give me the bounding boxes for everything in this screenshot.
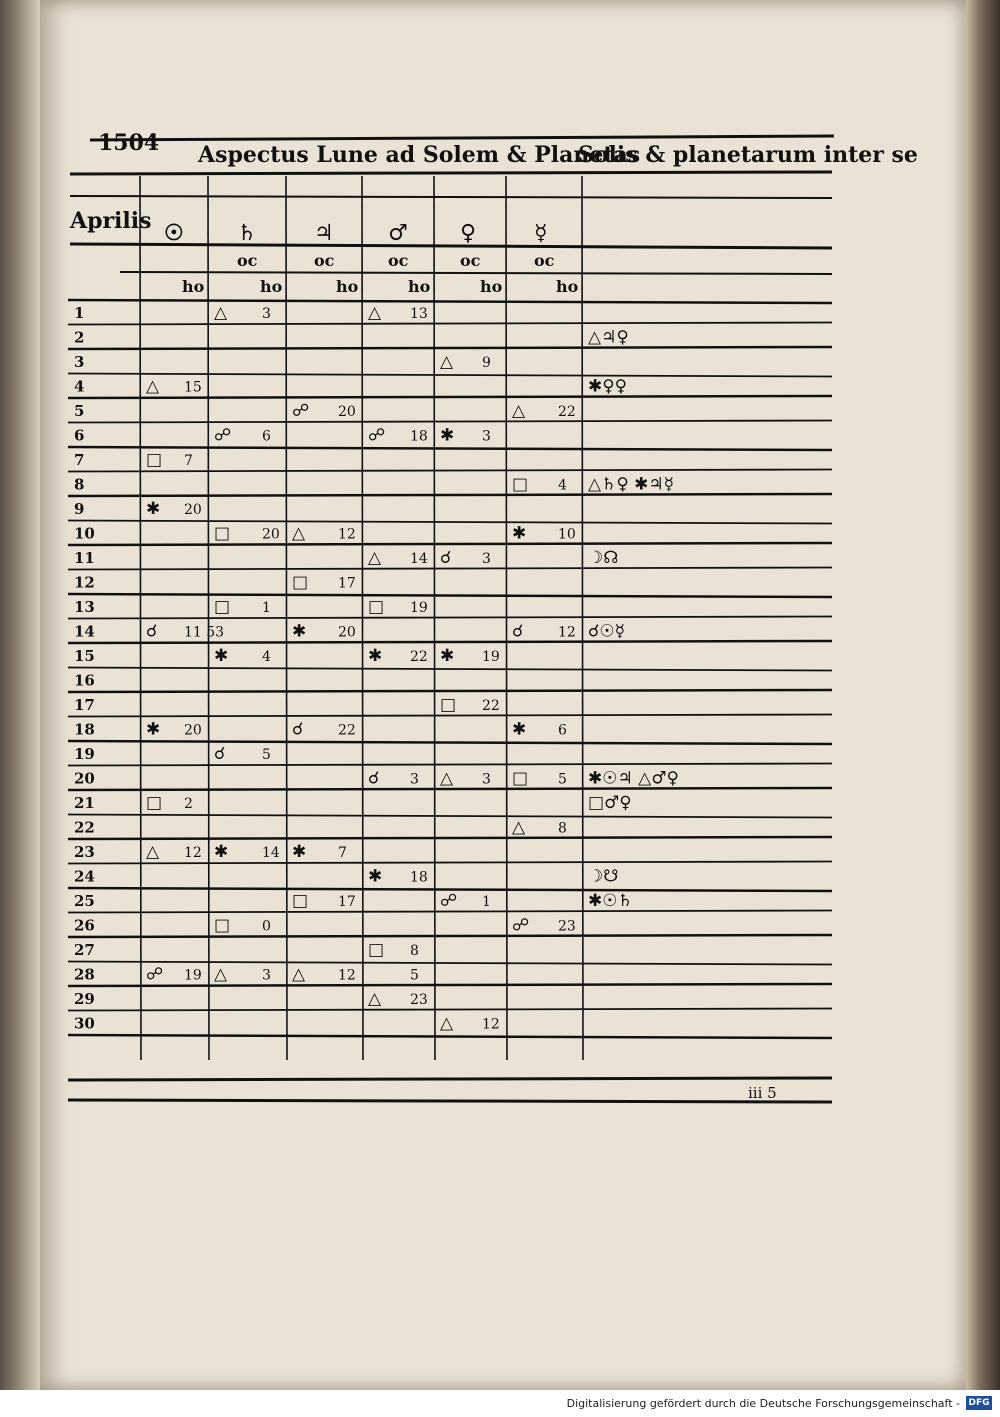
aspect-value: 22	[558, 404, 576, 420]
day-label: 17	[74, 696, 95, 714]
aspect-value: 12	[482, 1016, 500, 1033]
aspect-value: 17	[338, 894, 356, 910]
aspect-symbol: ✱	[368, 646, 383, 666]
aspect-symbol: ✱♀♀	[588, 376, 628, 397]
aspect-value: 23	[410, 992, 428, 1008]
aspect-symbol: ☍	[368, 425, 386, 446]
aspect-symbol: ✱	[440, 425, 455, 446]
aspect-value: 3	[410, 771, 419, 788]
aspect-symbol: ✱	[292, 842, 307, 862]
day-label: 6	[74, 426, 85, 445]
aspect-symbol: ✱☉♄	[588, 891, 633, 911]
aspect-value: 18	[410, 428, 428, 445]
row-rule	[68, 935, 832, 937]
aspect-symbol: △	[146, 376, 160, 397]
oc-label: oc	[388, 251, 409, 270]
aspect-symbol: ✱	[292, 621, 307, 642]
aspect-value: 1	[262, 600, 271, 616]
aspect-symbol: □	[214, 915, 231, 936]
rule-header	[70, 172, 832, 174]
ho-label: ho	[408, 277, 431, 296]
aspect-symbol: □	[214, 597, 231, 617]
aspect-value: 3	[482, 551, 491, 567]
column-rule	[362, 176, 363, 1060]
day-label: 13	[74, 598, 95, 616]
aspect-symbol: △	[440, 1013, 454, 1034]
aspect-symbol: ✱	[146, 499, 161, 519]
aspect-symbol: △♃♀	[588, 327, 629, 348]
ho-label: ho	[556, 277, 579, 296]
aspect-value: 23	[558, 918, 576, 935]
planet-header: ☉	[164, 220, 184, 246]
day-label: 1	[74, 304, 85, 322]
row-rule	[68, 617, 832, 619]
day-label: 2	[74, 328, 85, 347]
aspect-value: 12	[338, 526, 356, 543]
column-rule	[208, 176, 209, 1060]
day-label: 12	[74, 573, 95, 592]
aspect-symbol: ☍	[292, 401, 310, 421]
planet-header: ♄	[237, 220, 257, 246]
row-rule	[68, 594, 832, 597]
row-rule	[68, 521, 832, 524]
row-rule	[68, 741, 832, 744]
aspect-symbol: ☌	[368, 768, 380, 789]
day-label: 30	[74, 1014, 95, 1033]
day-label: 21	[74, 794, 95, 812]
aspect-symbol: ☌☉☿	[588, 621, 626, 642]
aspect-value: 22	[338, 722, 356, 739]
aspect-value: 19	[482, 649, 500, 665]
aspect-symbol: △	[368, 989, 382, 1009]
row-rule	[68, 396, 832, 398]
aspect-symbol: △	[512, 817, 526, 838]
digitization-note: Digitalisierung gefördert durch die Deutsche Forschungsgemeinschaft -	[566, 1397, 960, 1410]
aspect-symbol: □	[146, 450, 163, 470]
aspect-symbol: ☌	[292, 719, 304, 740]
aspect-symbol: △	[292, 964, 306, 985]
aspect-symbol: ☌	[146, 621, 158, 642]
row-rule	[68, 421, 832, 423]
aspect-symbol: □	[368, 940, 385, 960]
day-label: 4	[74, 377, 85, 396]
day-label: 15	[74, 647, 95, 665]
aspect-symbol: ✱	[146, 719, 161, 740]
day-label: 28	[74, 965, 95, 984]
aspect-value: 15	[184, 379, 202, 396]
aspect-symbol: ✱	[512, 523, 527, 544]
oc-label: oc	[237, 251, 258, 270]
aspect-value: 19	[184, 967, 202, 984]
planet-header: ♃	[314, 220, 334, 246]
aspect-value: 8	[410, 943, 419, 959]
day-label: 29	[74, 990, 95, 1008]
dfg-logo: DFG	[966, 1396, 992, 1410]
aspect-symbol: ☍	[512, 915, 530, 936]
aspect-symbol: □	[440, 695, 457, 715]
aspect-value: 3	[482, 771, 491, 788]
aspect-symbol: ☌	[512, 621, 524, 642]
oc-label: oc	[534, 251, 555, 270]
aspect-value: 8	[558, 820, 567, 837]
aspect-symbol: □	[292, 891, 309, 911]
aspect-value: 20	[184, 722, 202, 739]
aspect-symbol: △	[214, 964, 228, 985]
column-rule	[140, 176, 141, 1060]
aspect-value: 17	[338, 575, 356, 592]
aspect-symbol: ✱☉♃ △♂♀	[588, 768, 679, 789]
column-rule	[506, 176, 507, 1060]
row-rule	[68, 837, 832, 839]
column-rule	[286, 176, 287, 1060]
aspect-value: 10	[558, 526, 576, 543]
aspect-symbol: □	[214, 523, 231, 544]
aspect-value: 22	[410, 649, 428, 665]
day-label: 11	[74, 549, 95, 567]
day-label: 3	[74, 353, 85, 371]
row-rule	[68, 984, 832, 986]
row-rule	[68, 641, 832, 643]
row-rule	[68, 1009, 832, 1011]
day-label: 8	[74, 475, 85, 494]
row-rule	[68, 962, 832, 965]
page-title-right: Solis & planetarum inter se	[578, 142, 918, 168]
aspect-symbol: △	[368, 548, 382, 568]
column-rule	[434, 176, 435, 1060]
aspect-value: 4	[558, 477, 567, 494]
oc-label: oc	[460, 251, 481, 270]
aspect-symbol: ✱	[368, 866, 383, 887]
aspect-value: 6	[558, 722, 567, 739]
aspect-symbol: □	[512, 768, 529, 789]
row-rule	[68, 1035, 832, 1038]
day-label: 20	[74, 769, 95, 788]
ho-label: ho	[480, 277, 503, 296]
aspect-value: 19	[410, 600, 428, 616]
aspect-value: 0	[262, 918, 271, 935]
aspect-value: 18	[410, 869, 428, 886]
planet-headers	[164, 220, 548, 246]
aspect-symbol: □♂♀	[588, 793, 632, 813]
row-rule	[68, 323, 832, 325]
aspect-symbol: ☽☋	[588, 866, 619, 887]
day-label: 26	[74, 916, 95, 935]
row-rule	[68, 374, 832, 377]
aspect-value: 7	[338, 845, 347, 861]
ho-label: ho	[260, 277, 283, 296]
row-rule	[68, 543, 832, 545]
day-label: 19	[74, 745, 95, 763]
aspect-value: 1	[482, 894, 491, 910]
aspect-symbol: ✱	[512, 719, 527, 740]
aspect-value: 20	[338, 404, 356, 420]
aspect-symbol: △	[512, 401, 526, 421]
aspect-symbol: △	[368, 303, 382, 323]
signature-mark: iii 5	[748, 1084, 777, 1102]
aspect-value: 6	[262, 428, 271, 445]
aspect-value: 3	[262, 306, 271, 322]
aspect-symbol: △♄♀ ✱♃☿	[588, 474, 675, 495]
planet-header: ♂	[388, 220, 408, 246]
row-rule	[68, 668, 832, 671]
aspect-symbol: ✱	[214, 842, 229, 862]
aspect-symbol: ☌	[440, 548, 452, 568]
aspect-value: 3	[482, 428, 491, 445]
aspect-value: 13	[410, 306, 428, 322]
page-year: 1504	[98, 130, 160, 156]
ho-label: ho	[336, 277, 359, 296]
aspect-value: 5	[410, 967, 419, 984]
aspect-symbol: △	[146, 842, 160, 862]
aspect-symbol: △	[292, 523, 306, 544]
row-rule	[68, 862, 832, 864]
aspect-value: 3	[262, 967, 271, 984]
row-rule	[68, 815, 832, 818]
aspect-symbol: ☍	[440, 891, 458, 911]
row-rule	[68, 347, 832, 349]
day-label: 23	[74, 843, 95, 861]
aspect-symbol: △	[214, 303, 228, 323]
aspect-value: 14	[410, 551, 428, 567]
aspect-value: 4	[262, 649, 271, 665]
aspect-value: 9	[482, 355, 491, 371]
day-label: 18	[74, 720, 95, 739]
rule-bottom	[68, 1078, 832, 1080]
day-label: 27	[74, 941, 95, 959]
row-rule	[68, 300, 832, 303]
aspect-symbol: ✱	[214, 646, 229, 666]
aspect-value: 20	[184, 502, 202, 518]
aspect-symbol: □	[292, 572, 309, 593]
row-rule	[68, 494, 832, 496]
ho-label: ho	[182, 277, 205, 296]
aspect-symbol: ☍	[214, 425, 232, 446]
aspect-symbol: ☽☊	[588, 548, 619, 568]
aspect-value: 20	[262, 526, 280, 543]
day-label: 16	[74, 671, 95, 690]
aspect-value: 2	[184, 796, 193, 812]
aspect-value: 5	[558, 771, 567, 788]
aspect-value: 14	[262, 845, 280, 861]
day-label: 7	[74, 451, 85, 469]
page-title-left: Aspectus Lune ad Solem & Planetas	[198, 142, 641, 168]
aspect-value: 12	[558, 624, 576, 641]
day-label: 25	[74, 892, 95, 910]
aspect-symbol: △	[440, 768, 454, 789]
day-label: 9	[74, 500, 85, 518]
aspect-value: 12	[338, 967, 356, 984]
aspect-value: 22	[482, 698, 500, 714]
day-label: 5	[74, 402, 85, 420]
month-label: Aprilis	[70, 208, 152, 234]
aspect-symbol: ☍	[146, 964, 164, 985]
aspect-value: 12	[184, 845, 202, 861]
aspect-symbol: △	[440, 352, 454, 372]
aspect-symbol: ✱	[440, 646, 455, 666]
aspect-value: 20	[338, 624, 356, 641]
planet-header: ♀	[460, 220, 477, 246]
column-rule	[582, 176, 583, 1060]
rule-top	[90, 136, 834, 140]
rule-header	[120, 272, 832, 274]
planet-header: ☿	[534, 220, 548, 246]
aspect-value: 7	[184, 453, 193, 469]
rule-header	[70, 196, 832, 198]
aspect-symbol: □	[146, 793, 163, 813]
day-label: 10	[74, 524, 95, 543]
aspect-value: 5	[262, 747, 271, 763]
row-rule	[68, 470, 832, 472]
day-label: 22	[74, 818, 95, 837]
aspect-value: 11 53	[184, 624, 225, 641]
day-label: 14	[74, 622, 95, 641]
rule-bottom	[68, 1100, 832, 1102]
aspect-symbol: □	[368, 597, 385, 617]
row-rule	[68, 447, 832, 450]
day-label: 24	[74, 867, 95, 886]
aspect-symbol: □	[512, 474, 529, 495]
digitization-footer	[0, 1390, 1000, 1417]
aspect-symbol: ☌	[214, 744, 226, 764]
oc-label: oc	[314, 251, 335, 270]
rule-header	[70, 244, 832, 248]
row-rule	[68, 690, 832, 692]
row-rule	[68, 764, 832, 766]
